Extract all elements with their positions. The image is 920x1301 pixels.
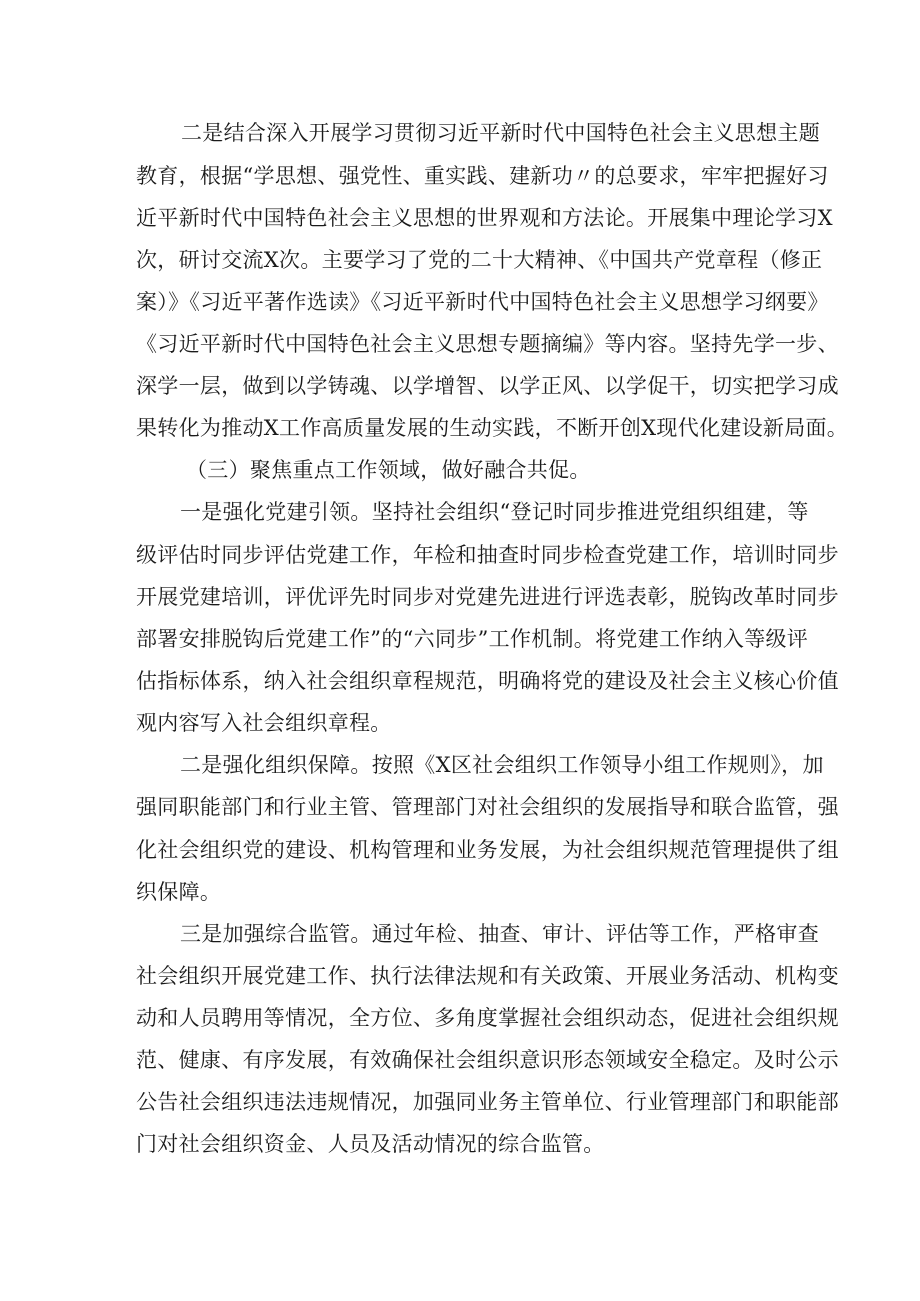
paragraph-2-line-2: 级评估时同步评估党建工作，年检和抽查时同步检查党建工作，培训时同步 [136,543,839,567]
paragraph-2-line-3: 开展党建培训，评优评先时同步对党建先进进行评选表彰，脱钩改革时同步 [136,585,839,609]
section-heading-3: （三）聚焦重点工作领域，做好融合共促。 [186,458,591,482]
paragraph-2-line-6: 观内容写入社会组织章程。 [136,711,392,735]
paragraph-4-line-2: 社会组织开展党建工作、执行法律法规和有关政策、开展业务活动、机构变 [136,964,839,988]
paragraph-4-line-6: 门对社会组织资金、人员及活动情况的综合监管。 [136,1132,605,1156]
paragraph-3-line-4: 织保障。 [136,880,222,904]
paragraph-1-line-3: 近平新时代中国特色社会主义思想的世界观和方法论。开展集中理论学习X [136,206,833,230]
paragraph-2-line-5: 估指标体系，纳入社会组织章程规范，明确将党的建设及社会主义核心价值 [136,669,839,693]
paragraph-1-line-4: 次，研讨交流X次。主要学习了党的二十大精神、《中国共产党章程（修正 [136,248,823,272]
paragraph-4-line-3: 动和人员聘用等情况，全方位、多角度掌握社会组织动态，促进社会组织规 [136,1006,839,1030]
paragraph-1-line-7: 深学一层，做到以学铸魂、以学增智、以学正风、以学促干，切实把学习成 [136,374,839,398]
paragraph-3-line-3: 化社会组织党的建设、机构管理和业务发展，为社会组织规范管理提供了组 [136,838,839,862]
paragraph-4-line-5: 公告社会组织违法违规情况，加强同业务主管单位、行业管理部门和职能部 [136,1090,839,1114]
paragraph-4-line-4: 范、健康、有序发展，有效确保社会组织意识形态领域安全稳定。及时公示 [136,1048,839,1072]
paragraph-3-line-1: 二是强化组织保障。按照《X区社会组织工作领导小组工作规则》，加 [180,753,824,777]
paragraph-2-line-4: 部署安排脱钩后党建工作”的“六同步”工作机制。将党建工作纳入等级评 [136,627,809,651]
paragraph-1-line-6: 《习近平新时代中国特色社会主义思想专题摘编》等内容。坚持先学一步、 [136,332,839,356]
paragraph-1-line-2: 教育，根据“学思想、强党性、重实践、建新功〃的总要求，牢牢把握好习 [136,164,829,188]
paragraph-1-line-8: 果转化为推动X工作高质量发展的生动实践，不断开创X现代化建设新局面。 [136,416,849,440]
paragraph-1-line-1: 二是结合深入开展学习贯彻习近平新时代中国特色社会主义思想主题 [181,121,820,145]
paragraph-4-line-1: 三是加强综合监管。通过年检、抽查、审计、评估等工作，严格审查 [180,922,819,946]
paragraph-2-line-1: 一是强化党建引领。坚持社会组织“登记时同步推进党组织组建，等 [180,500,809,524]
paragraph-1-line-5: 案）》《习近平著作选读》《习近平新时代中国特色社会主义思想学习纲要》 [136,290,829,314]
paragraph-3-line-2: 强同职能部门和行业主管、管理部门对社会组织的发展指导和联合监管，强 [136,795,839,819]
